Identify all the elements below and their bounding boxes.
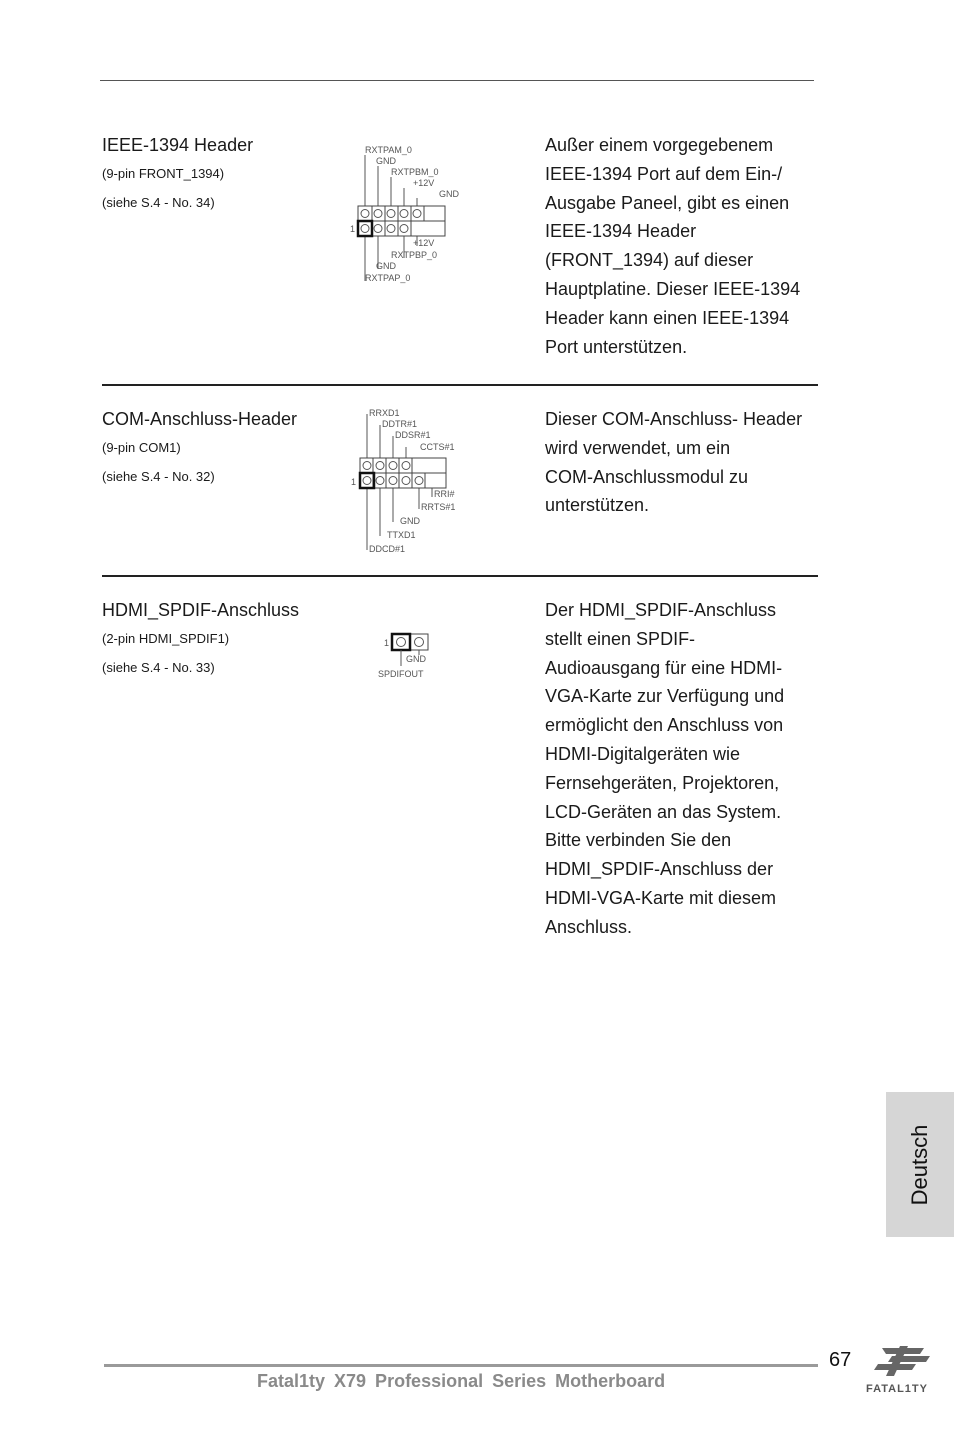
pin-label: GND — [439, 189, 459, 199]
pin-label: GND — [376, 261, 396, 271]
page-reference: (siehe S.4 - No. 34) — [102, 195, 215, 210]
logo-text: FATAL1TY — [866, 1383, 928, 1395]
pin-label: CCTS#1 — [420, 442, 455, 452]
pin-label: RRI# — [434, 489, 455, 499]
footer-title: Fatal1ty X79 Professional Series Motherboard — [257, 1371, 666, 1391]
pin-label: DDCD#1 — [369, 544, 406, 554]
section-description: Der HDMI_SPDIF-Anschluss stellt einen SPDIF- Audioausgang für eine HDMI- VGA-Karte zur Verfügung und ermöglicht den Anschluss von HDMI-Digitalgeräten wie Fernsehgeräten, Projektoren, LCD-Geräten an das System. Bitte verbinden Sie den HDMI_SPDIF-Anschluss der HDMI-VGA-Karte mit diesem Anschluss. — [545, 600, 785, 937]
pin-label: +12V — [413, 178, 435, 188]
pin-label: +12V — [413, 238, 435, 248]
pin-info: (9-pin COM1) — [102, 440, 181, 455]
pin-label: DDSR#1 — [395, 430, 431, 440]
pin-label: RRTS#1 — [421, 502, 456, 512]
pin-info: (2-pin HDMI_SPDIF1) — [102, 631, 230, 646]
section-description: Außer einem vorgegebenem IEEE-1394 Port auf dem Ein-/ Ausgabe Paneel, gibt es einen IEEE-1394 Header (FRONT_1394) auf dieser Hauptplatine. Dieser IEEE-1394 Header kann einen IEEE-1394 Port unterstützen. — [545, 135, 801, 357]
pin-label: GND — [376, 156, 396, 166]
section-description: Dieser COM-Anschluss- Header wird verwendet, um ein COM-Anschlussmodul zu unterstützen. — [545, 409, 803, 516]
pin-label: GND — [406, 654, 426, 664]
fatal1ty-logo — [864, 1342, 948, 1402]
pin-one-marker: 1 — [384, 638, 390, 648]
pin-label: RRXD1 — [369, 408, 400, 418]
pin-one-marker: 1 — [350, 224, 356, 234]
section-title: IEEE-1394 Header — [102, 135, 254, 155]
section-divider — [102, 575, 818, 577]
page-number: 67 — [829, 1349, 852, 1371]
page-reference: (siehe S.4 - No. 32) — [102, 469, 215, 484]
pin-label: RXTPAP_0 — [365, 273, 411, 283]
pin-label: TTXD1 — [387, 530, 416, 540]
pin-label: RXTPBM_0 — [391, 167, 439, 177]
section-title: HDMI_SPDIF-Anschluss — [102, 600, 300, 620]
top-rule — [100, 80, 814, 81]
pin-label: GND — [400, 516, 420, 526]
com-pin-diagram — [345, 404, 475, 556]
language-tab-label: Deutsch — [907, 1124, 932, 1205]
ieee1394-pin-diagram — [345, 142, 475, 292]
language-tab — [886, 1092, 954, 1237]
pin-label: DDTR#1 — [382, 419, 418, 429]
pin-label: RXTPBP_0 — [391, 250, 438, 260]
pin-one-marker: 1 — [351, 477, 357, 487]
footer-rule — [104, 1364, 818, 1367]
spdif-pin-diagram — [372, 628, 442, 684]
page-reference: (siehe S.4 - No. 33) — [102, 660, 215, 675]
pin-label: RXTPAM_0 — [365, 145, 412, 155]
pin-info: (9-pin FRONT_1394) — [102, 166, 225, 181]
section-title: COM-Anschluss-Header — [102, 409, 298, 429]
section-divider — [102, 384, 818, 386]
pin-label: SPDIFOUT — [378, 669, 424, 679]
